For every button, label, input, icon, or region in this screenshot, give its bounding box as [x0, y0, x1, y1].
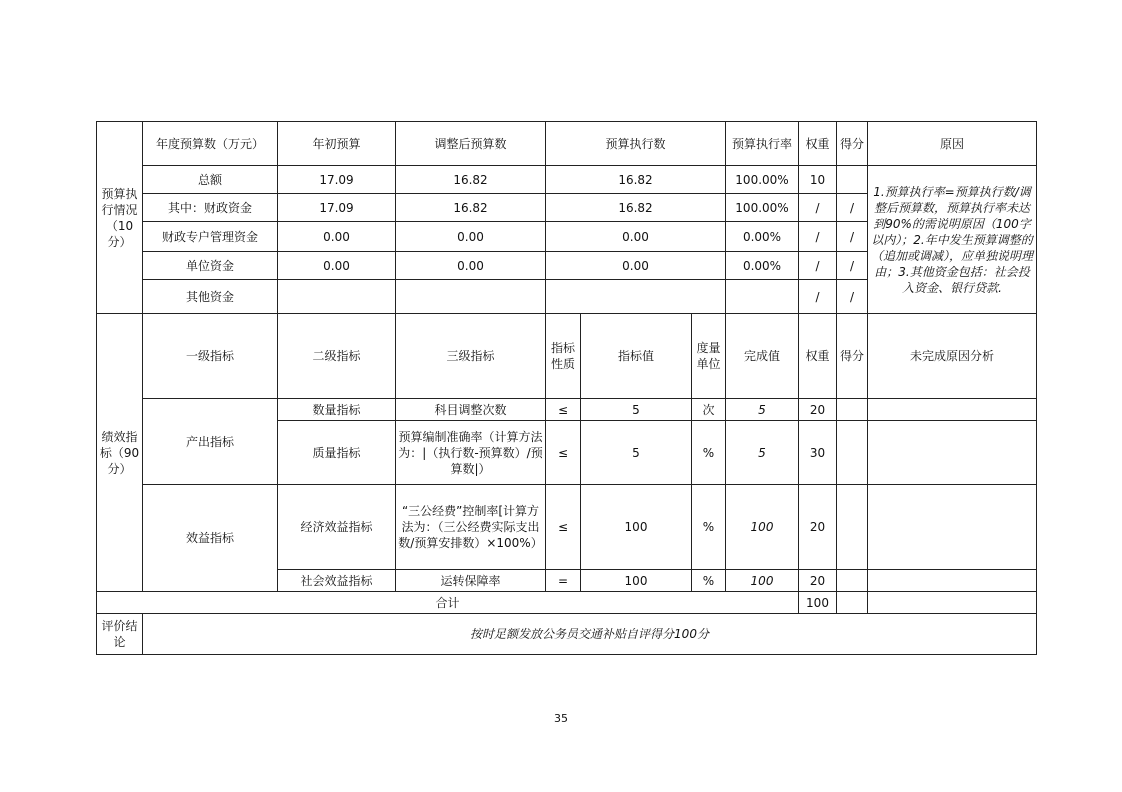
budget-header-weight: 权重: [799, 122, 837, 166]
budget-row-adjusted: [396, 280, 546, 314]
budget-row-initial: [278, 280, 396, 314]
budget-row-score: /: [837, 194, 868, 222]
budget-row-rate: 0.00%: [726, 252, 799, 280]
budget-row-label: 其中：财政资金: [143, 194, 278, 222]
perf-value-cell: 5: [581, 399, 692, 421]
perf-score-cell: [837, 399, 868, 421]
budget-header-category: 年度预算数（万元）: [143, 122, 278, 166]
budget-header-adjusted: 调整后预算数: [396, 122, 546, 166]
budget-row-initial: 0.00: [278, 252, 396, 280]
budget-row-score: [837, 166, 868, 194]
perf-level3-cell: 运转保障率: [396, 570, 546, 592]
total-weight: 100: [799, 592, 837, 614]
perf-header-score: 得分: [837, 314, 868, 399]
perf-weight-cell: 20: [799, 399, 837, 421]
perf-nature-cell: ≤: [546, 399, 581, 421]
total-analysis: [868, 592, 1037, 614]
budget-row-initial: 17.09: [278, 166, 396, 194]
perf-header-level2: 二级指标: [278, 314, 396, 399]
page-number: 35: [554, 712, 568, 725]
budget-row-label: 其他资金: [143, 280, 278, 314]
budget-row-executed: 16.82: [546, 166, 726, 194]
perf-unit-cell: 次: [692, 399, 726, 421]
budget-row-rate: 0.00%: [726, 222, 799, 252]
evaluation-table: [96, 121, 1037, 655]
budget-row-weight: /: [799, 194, 837, 222]
perf-score-cell: [837, 421, 868, 485]
perf-level3-cell: 预算编制准确率（计算方法为：|（执行数-预算数）/预算数|）: [396, 421, 546, 485]
perf-completed-cell: 100: [726, 485, 799, 570]
budget-row-weight: 10: [799, 166, 837, 194]
perf-analysis-cell: [868, 399, 1037, 421]
perf-header-level3: 三级指标: [396, 314, 546, 399]
perf-nature-cell: =: [546, 570, 581, 592]
budget-row-executed: [546, 280, 726, 314]
perf-unit-cell: %: [692, 421, 726, 485]
perf-weight-cell: 20: [799, 570, 837, 592]
conclusion-label: 评价结论: [97, 614, 143, 655]
budget-row-adjusted: 0.00: [396, 222, 546, 252]
budget-header-score: 得分: [837, 122, 868, 166]
budget-row-adjusted: 16.82: [396, 166, 546, 194]
total-score: [837, 592, 868, 614]
perf-header-completed: 完成值: [726, 314, 799, 399]
budget-row-label: 单位资金: [143, 252, 278, 280]
perf-header-level1: 一级指标: [143, 314, 278, 399]
perf-completed-cell: 100: [726, 570, 799, 592]
budget-row-label: 财政专户管理资金: [143, 222, 278, 252]
perf-header-nature: 指标性质: [546, 314, 581, 399]
perf-weight-cell: 30: [799, 421, 837, 485]
budget-row-rate: 100.00%: [726, 194, 799, 222]
perf-level3-cell: 科目调整次数: [396, 399, 546, 421]
budget-row-initial: 0.00: [278, 222, 396, 252]
perf-completed-cell: 5: [726, 399, 799, 421]
budget-row-score: /: [837, 280, 868, 314]
budget-row-adjusted: 0.00: [396, 252, 546, 280]
budget-reason-note: 1.预算执行率=预算执行数/调整后预算数，预算执行率未达到90%的需说明原因（100字以内）；2.年中发生预算调整的（追加或调减），应单独说明理由；3.其他资金包括：社会投入资金、银行贷款.: [868, 166, 1037, 314]
perf-completed-cell: 5: [726, 421, 799, 485]
budget-row-score: /: [837, 222, 868, 252]
perf-level2-cell: 经济效益指标: [278, 485, 396, 570]
budget-section-label: 预算执行情况（10分）: [97, 122, 143, 314]
budget-header-executed: 预算执行数: [546, 122, 726, 166]
budget-header-rate: 预算执行率: [726, 122, 799, 166]
budget-header-reason: 原因: [868, 122, 1037, 166]
budget-row-initial: 17.09: [278, 194, 396, 222]
budget-row-weight: /: [799, 222, 837, 252]
perf-level2-cell: 社会效益指标: [278, 570, 396, 592]
total-label: 合计: [97, 592, 799, 614]
perf-header-weight: 权重: [799, 314, 837, 399]
perf-value-cell: 100: [581, 485, 692, 570]
budget-row-executed: 0.00: [546, 222, 726, 252]
budget-header-initial: 年初预算: [278, 122, 396, 166]
perf-level1-cell: 效益指标: [143, 485, 278, 592]
budget-row-weight: /: [799, 252, 837, 280]
budget-row-weight: /: [799, 280, 837, 314]
perf-header-analysis: 未完成原因分析: [868, 314, 1037, 399]
performance-section-label: 绩效指标（90分）: [97, 314, 143, 592]
perf-score-cell: [837, 485, 868, 570]
budget-row-label: 总额: [143, 166, 278, 194]
perf-level1-cell: 产出指标: [143, 399, 278, 485]
conclusion-text: 按时足额发放公务员交通补贴自评得分100分: [143, 614, 1037, 655]
perf-nature-cell: ≤: [546, 421, 581, 485]
perf-weight-cell: 20: [799, 485, 837, 570]
perf-score-cell: [837, 570, 868, 592]
perf-value-cell: 100: [581, 570, 692, 592]
perf-nature-cell: ≤: [546, 485, 581, 570]
perf-level3-cell: “三公经费”控制率[计算方法为：（三公经费实际支出数/预算安排数）×100%）: [396, 485, 546, 570]
perf-analysis-cell: [868, 421, 1037, 485]
perf-level2-cell: 质量指标: [278, 421, 396, 485]
perf-level2-cell: 数量指标: [278, 399, 396, 421]
perf-value-cell: 5: [581, 421, 692, 485]
budget-row-rate: [726, 280, 799, 314]
budget-row-adjusted: 16.82: [396, 194, 546, 222]
perf-header-value: 指标值: [581, 314, 692, 399]
perf-unit-cell: %: [692, 485, 726, 570]
perf-analysis-cell: [868, 485, 1037, 570]
budget-row-rate: 100.00%: [726, 166, 799, 194]
perf-unit-cell: %: [692, 570, 726, 592]
budget-row-score: /: [837, 252, 868, 280]
perf-analysis-cell: [868, 570, 1037, 592]
budget-row-executed: 0.00: [546, 252, 726, 280]
budget-row-executed: 16.82: [546, 194, 726, 222]
perf-header-unit: 度量单位: [692, 314, 726, 399]
